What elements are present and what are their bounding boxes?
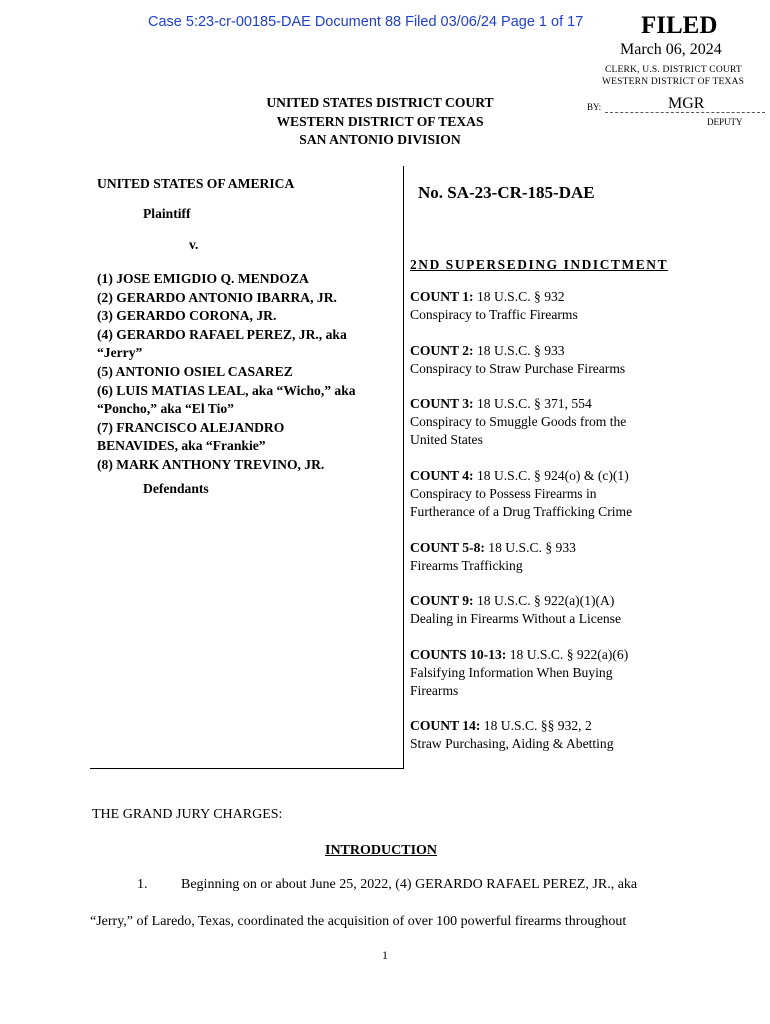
count-statute: 18 U.S.C. § 924(o) & (c)(1)	[473, 468, 629, 483]
count-label: COUNT 14:	[410, 718, 481, 733]
caption-divider-vertical	[403, 166, 404, 769]
count-description: Firearms	[410, 683, 459, 699]
case-header: Case 5:23-cr-00185-DAE Document 88 Filed 03/06/24 Page 1 of 17	[148, 14, 584, 30]
indictment-title: 2ND SUPERSEDING INDICTMENT	[410, 257, 669, 272]
count-description: Firearms Trafficking	[410, 558, 523, 574]
paragraph-line: Beginning on or about June 25, 2022, (4) GERARDO RAFAEL PEREZ, JR., aka	[181, 877, 638, 892]
count-description: Conspiracy to Straw Purchase Firearms	[410, 361, 626, 377]
defendant-line: (4) GERARDO RAFAEL PEREZ, JR., aka	[97, 326, 347, 342]
court-line: UNITED STATES DISTRICT COURT	[266, 95, 494, 110]
defendant-list	[97, 270, 356, 475]
section-title: INTRODUCTION	[325, 843, 438, 858]
count-block	[410, 717, 710, 753]
count-description: Conspiracy to Possess Firearms in	[410, 486, 597, 502]
paragraph-number: 1.	[137, 877, 148, 892]
versus: v.	[189, 237, 199, 252]
count-label: COUNTS 10-13:	[410, 647, 507, 662]
defendant-line: (3) GERARDO CORONA, JR.	[97, 308, 277, 324]
count-block	[410, 395, 710, 450]
deputy-initials: MGR	[668, 95, 705, 112]
defendant-line: (2) GERARDO ANTONIO IBARRA, JR.	[97, 289, 337, 305]
count-description: Conspiracy to Smuggle Goods from the	[410, 414, 627, 430]
paragraph-line: “Jerry,” of Laredo, Texas, coordinated the acquisition of over 100 powerful firearms throughout	[90, 914, 627, 929]
defendant-line: BENAVIDES, aka “Frankie”	[97, 438, 266, 454]
count-statute: 18 U.S.C. §§ 932, 2	[480, 718, 592, 733]
defendant-line: (6) LUIS MATIAS LEAL, aka “Wicho,” aka	[97, 382, 356, 398]
count-description: Furtherance of a Drug Trafficking Crime	[410, 504, 633, 520]
deputy-label: DEPUTY	[707, 117, 743, 127]
count-statute: 18 U.S.C. § 371, 554	[473, 396, 592, 411]
page-number: 1	[382, 948, 388, 962]
count-label: COUNT 5-8:	[410, 540, 485, 555]
count-label: COUNT 2:	[410, 343, 474, 358]
count-label: COUNT 4:	[410, 468, 474, 483]
court-heading	[240, 94, 520, 150]
count-block	[410, 467, 710, 522]
court-line: WESTERN DISTRICT OF TEXAS	[276, 113, 484, 129]
defendant-line: “Jerry”	[97, 345, 143, 361]
count-label: COUNT 3:	[410, 396, 474, 411]
count-block	[410, 539, 710, 575]
filed-label: FILED	[641, 12, 718, 39]
filed-date: March 06, 2024	[620, 41, 722, 58]
by-label: BY:	[587, 102, 602, 112]
defendant-line: “Poncho,” aka “El Tio”	[97, 401, 234, 417]
count-description: Straw Purchasing, Aiding & Abetting	[410, 736, 614, 752]
count-statute: 18 U.S.C. § 932	[473, 289, 565, 304]
defendants-label: Defendants	[143, 481, 209, 496]
count-block	[410, 288, 710, 324]
count-block	[410, 342, 710, 378]
court-line: SAN ANTONIO DIVISION	[299, 132, 461, 147]
count-block	[410, 646, 710, 701]
count-statute: 18 U.S.C. § 933	[473, 343, 565, 358]
count-description: Conspiracy to Traffic Firearms	[410, 307, 578, 323]
caption-divider-horizontal	[90, 768, 404, 769]
defendant-line: (1) JOSE EMIGDIO Q. MENDOZA	[97, 271, 309, 286]
count-block	[410, 592, 710, 628]
defendant-line: (5) ANTONIO OSIEL CASAREZ	[97, 363, 293, 379]
grand-jury-charges: THE GRAND JURY CHARGES:	[92, 807, 283, 822]
count-statute: 18 U.S.C. § 933	[484, 540, 576, 555]
case-number: No. SA-23-CR-185-DAE	[418, 183, 595, 202]
clerk-line-2: WESTERN DISTRICT OF TEXAS	[602, 77, 745, 87]
count-description: Falsifying Information When Buying	[410, 665, 613, 681]
count-statute: 18 U.S.C. § 922(a)(1)(A)	[473, 593, 615, 608]
count-label: COUNT 9:	[410, 593, 474, 608]
plaintiff-name: UNITED STATES OF AMERICA	[97, 176, 295, 191]
plaintiff-label: Plaintiff	[143, 206, 191, 221]
count-description: Dealing in Firearms Without a License	[410, 611, 621, 627]
clerk-line-1: CLERK, U.S. DISTRICT COURT	[605, 65, 742, 75]
defendant-line: (7) FRANCISCO ALEJANDRO	[97, 419, 285, 435]
count-label: COUNT 1:	[410, 289, 474, 304]
count-statute: 18 U.S.C. § 922(a)(6)	[506, 647, 629, 662]
defendant-line: (8) MARK ANTHONY TREVINO, JR.	[97, 456, 325, 472]
count-description: United States	[410, 432, 483, 448]
